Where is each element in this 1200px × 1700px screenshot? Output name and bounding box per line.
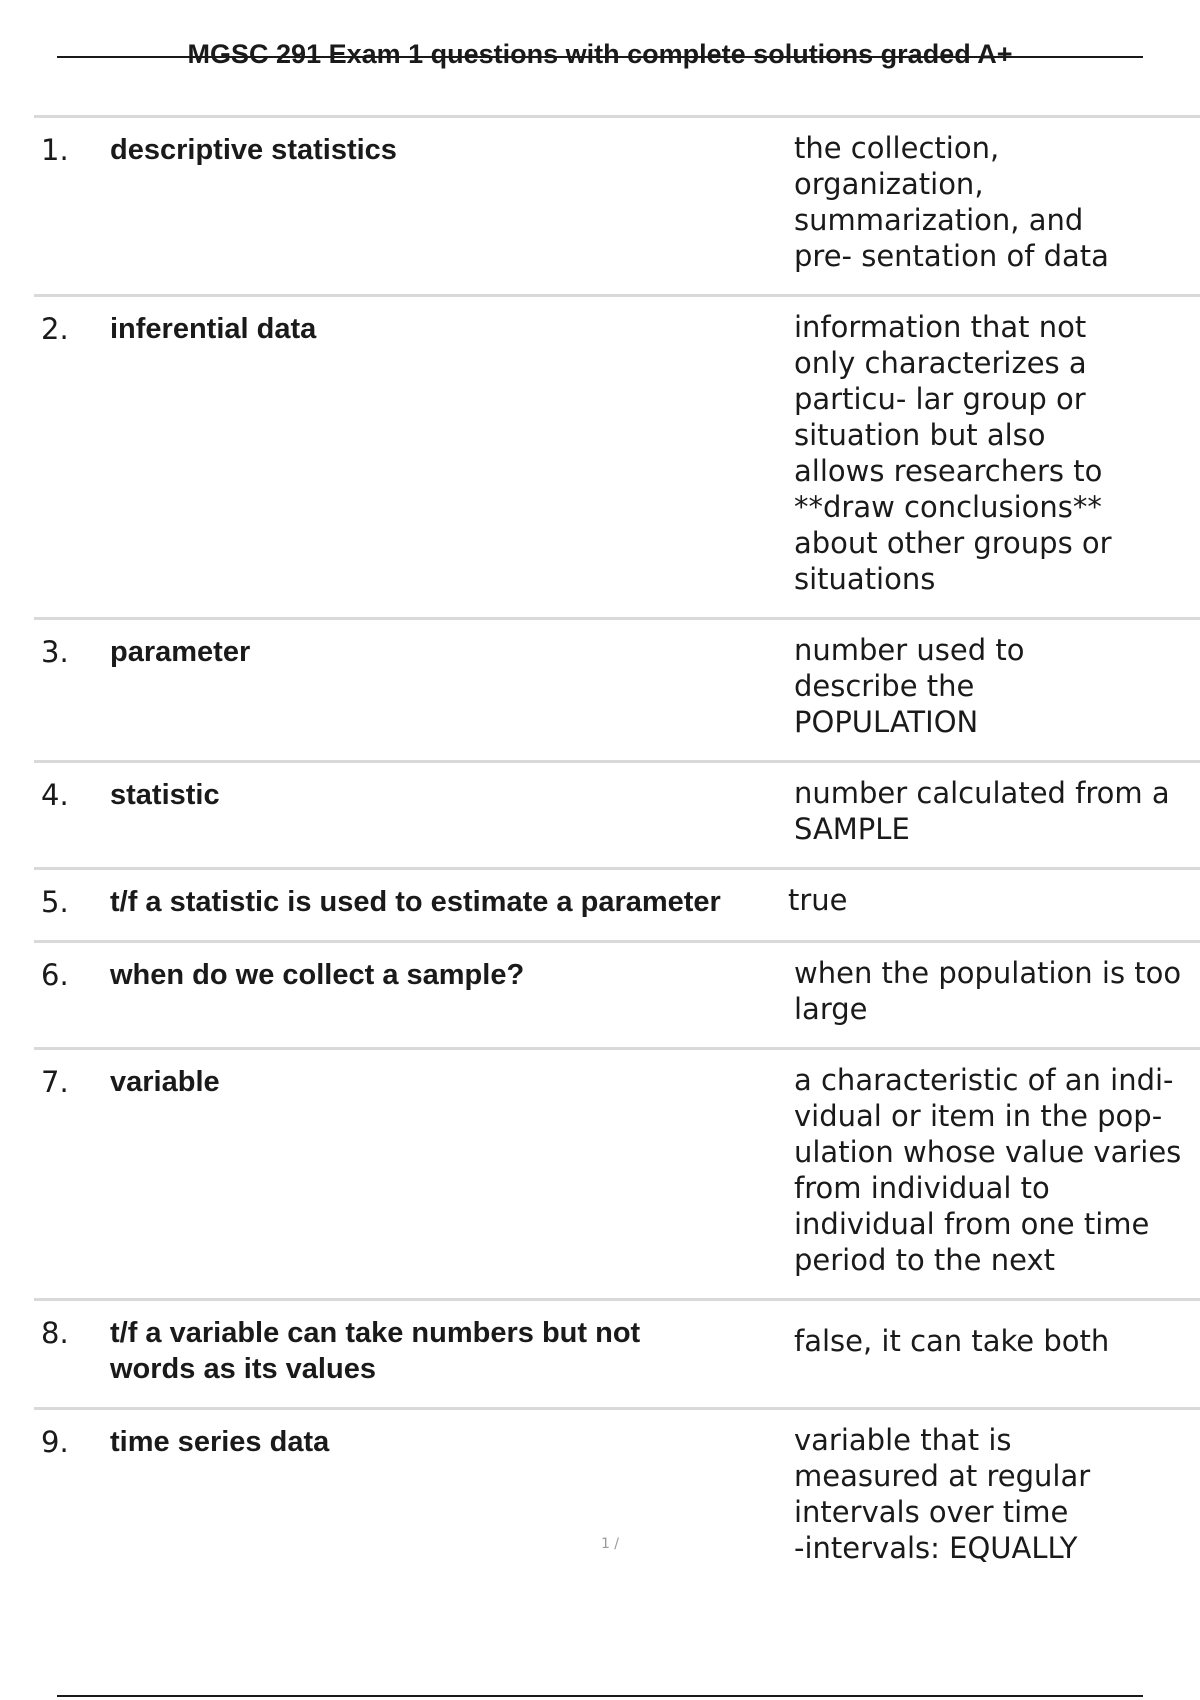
row-term: time series data [110, 1426, 330, 1458]
row-definition: number used to describe the POPULATION [794, 633, 1025, 739]
row-definition: false, it can take both [794, 1324, 1110, 1358]
row-term: t/f a variable can take numbers but not words as its values [110, 1317, 641, 1385]
row-definition: variable that is measured at regular intervals over time -intervals: EQUALLY [794, 1423, 1091, 1565]
table-row [32, 940, 1200, 1047]
document-title: MGSC 291 Exam 1 questions with complete solutions graded A+ [187, 39, 1013, 69]
row-definition: when the population is too large [794, 956, 1182, 1026]
table-row [32, 617, 1200, 760]
row-number: 2. [41, 312, 69, 346]
row-number: 3. [41, 635, 69, 669]
row-term: inferential data [110, 313, 317, 345]
row-definition: the collection, organization, summarization, and pre- sentation of data [794, 131, 1109, 273]
table-row [32, 1407, 1200, 1586]
page-number: 1 / [600, 1536, 620, 1552]
table-row [32, 760, 1200, 867]
table-row [32, 294, 1200, 617]
header-rule [57, 56, 1143, 58]
row-definition: a characteristic of an indi- vidual or item in the pop- ulation whose value varies from individual to individual from one time period to the next [794, 1063, 1182, 1277]
table-row [32, 115, 1200, 294]
row-number: 5. [41, 885, 69, 919]
row-definition: number calculated from a SAMPLE [794, 776, 1170, 846]
table-row [32, 1298, 1200, 1407]
row-number: 9. [41, 1425, 69, 1459]
table-row [32, 867, 1200, 940]
footer-rule [57, 1695, 1143, 1697]
row-term: descriptive statistics [110, 134, 397, 166]
row-number: 8. [41, 1316, 69, 1350]
qa-table [32, 115, 1200, 1586]
row-number: 7. [41, 1065, 69, 1099]
row-term: parameter [110, 636, 251, 668]
row-number: 4. [41, 778, 69, 812]
row-definition: true [788, 883, 848, 917]
row-term: when do we collect a sample? [110, 959, 525, 991]
row-definition: information that not only characterizes a particu- lar group or situation but also allows researchers to **draw conclusions** about other groups or situations [794, 310, 1112, 596]
row-number: 6. [41, 958, 69, 992]
row-number: 1. [41, 133, 69, 167]
row-term: statistic [110, 779, 220, 811]
row-term: variable [110, 1066, 220, 1098]
table-row [32, 1047, 1200, 1298]
row-term: t/f a statistic is used to estimate a parameter [110, 886, 721, 918]
